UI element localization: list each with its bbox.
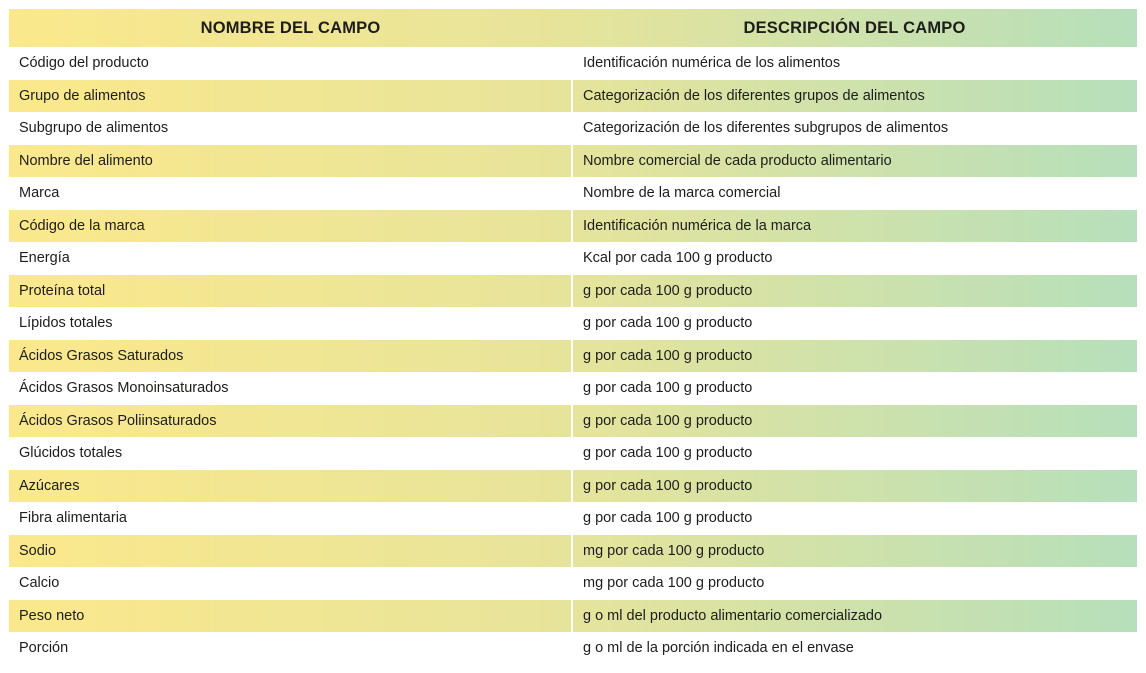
column-divider	[571, 145, 573, 178]
field-name-cell: Porción	[19, 640, 69, 656]
table-row	[9, 145, 1137, 178]
field-description-cell: g por cada 100 g producto	[583, 315, 753, 331]
field-description-cell: Nombre comercial de cada producto alimentario	[583, 152, 892, 169]
field-description-cell: g o ml del producto alimentario comercializado	[583, 607, 883, 624]
field-description-cell: g por cada 100 g producto	[583, 445, 753, 461]
table-row	[9, 177, 1137, 210]
column-divider	[571, 470, 573, 503]
field-name-cell: Ácidos Grasos Monoinsaturados	[19, 380, 229, 396]
field-description-cell: g por cada 100 g producto	[583, 347, 753, 364]
field-description-cell: g por cada 100 g producto	[583, 380, 753, 396]
field-name-cell: Grupo de alimentos	[19, 87, 146, 104]
table-row	[9, 307, 1137, 340]
field-description-cell: Nombre de la marca comercial	[583, 185, 781, 201]
table-row	[9, 340, 1137, 373]
field-name-cell: Fibra alimentaria	[19, 510, 127, 526]
column-divider	[571, 275, 573, 308]
column-divider	[571, 80, 573, 113]
field-name-cell: Ácidos Grasos Saturados	[19, 347, 184, 364]
field-name-cell: Proteína total	[19, 282, 106, 299]
column-divider	[571, 405, 573, 438]
table-row	[9, 242, 1137, 275]
table-row	[9, 80, 1137, 113]
table-row	[9, 470, 1137, 503]
field-description-cell: Categorización de los diferentes subgrupos de alimentos	[583, 120, 949, 136]
table-row	[9, 275, 1137, 308]
field-name-cell: Glúcidos totales	[19, 445, 123, 461]
table-header-row	[9, 9, 1137, 47]
table-row	[9, 632, 1137, 665]
field-description-cell: Identificación numérica de la marca	[583, 217, 812, 234]
header-field-name: NOMBRE DEL CAMPO	[200, 19, 381, 37]
table-row	[9, 405, 1137, 438]
column-divider	[571, 340, 573, 373]
field-description-cell: Categorización de los diferentes grupos de alimentos	[583, 87, 925, 104]
field-name-cell: Nombre del alimento	[19, 152, 153, 169]
field-name-cell: Código de la marca	[19, 217, 145, 234]
table-body	[9, 47, 1137, 665]
table-row	[9, 47, 1137, 80]
table-row	[9, 535, 1137, 568]
table-row	[9, 567, 1137, 600]
table-row	[9, 600, 1137, 633]
field-name-cell: Marca	[19, 185, 60, 201]
fields-table	[9, 9, 1137, 665]
field-name-cell: Lípidos totales	[19, 315, 113, 331]
field-description-cell: g por cada 100 g producto	[583, 282, 753, 299]
column-divider	[571, 210, 573, 243]
table-row	[9, 437, 1137, 470]
field-name-cell: Ácidos Grasos Poliinsaturados	[19, 412, 217, 429]
header-field-description: DESCRIPCIÓN DEL CAMPO	[743, 19, 966, 37]
field-name-cell: Sodio	[19, 542, 57, 559]
table-row	[9, 112, 1137, 145]
column-divider	[571, 535, 573, 568]
table-row	[9, 372, 1137, 405]
field-name-cell: Energía	[19, 250, 70, 266]
table-row	[9, 502, 1137, 535]
field-name-cell: Peso neto	[19, 607, 85, 624]
field-description-cell: mg por cada 100 g producto	[583, 542, 765, 559]
field-name-cell: Azúcares	[19, 477, 80, 494]
field-name-cell: Calcio	[19, 575, 60, 591]
field-description-cell: g por cada 100 g producto	[583, 477, 753, 494]
field-description-cell: Kcal por cada 100 g producto	[583, 250, 773, 266]
field-description-cell: g o ml de la porción indicada en el envase	[583, 640, 854, 656]
field-description-cell: mg por cada 100 g producto	[583, 575, 765, 591]
field-name-cell: Subgrupo de alimentos	[19, 120, 169, 136]
field-description-cell: Identificación numérica de los alimentos	[583, 55, 841, 71]
field-description-cell: g por cada 100 g producto	[583, 510, 753, 526]
column-divider	[571, 600, 573, 633]
field-description-cell: g por cada 100 g producto	[583, 412, 753, 429]
table-row	[9, 210, 1137, 243]
field-name-cell: Código del producto	[19, 55, 149, 71]
